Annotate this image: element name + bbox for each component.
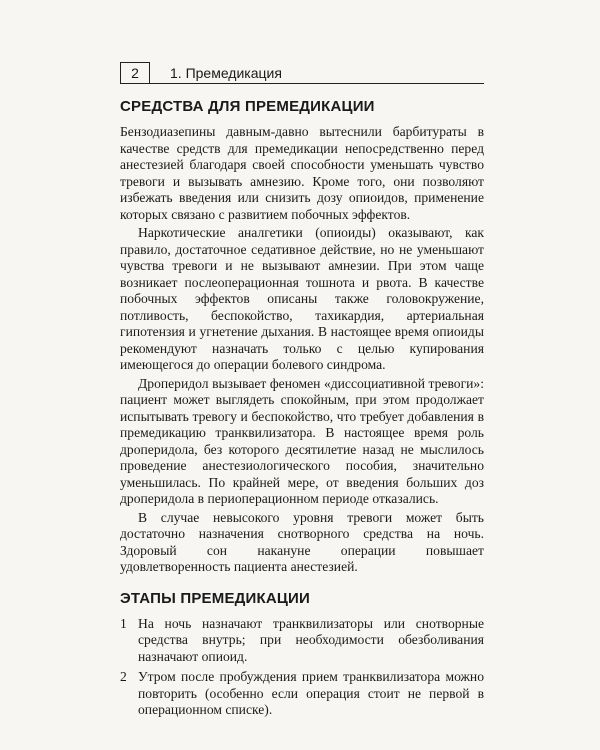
section-title-premedication-agents: СРЕДСТВА ДЛЯ ПРЕМЕДИКАЦИИ xyxy=(120,98,375,115)
running-title: 1. Премедикация xyxy=(170,65,282,81)
stages-list xyxy=(120,616,484,719)
list-item-text: Утром после пробуждения прием транквилизатора можно повторить (особенно если операция стоит не первой в операционном списке). xyxy=(138,669,484,717)
paragraph-droperidol: Дроперидол вызывает феномен «диссоциативной тревоги»: пациент может выглядеть спокойным, при этом продолжает испытывать тревогу и беспокойство, что требует добавления в премедикацию транквилизатора. В настоящее время роль дроперидола, без которого десятилетие назад не мыслилось проведение анестезиологического пособия, значительно уменьшилась. По крайней мере, от введения больших доз дроперидола в периоперационном периоде отказались. xyxy=(120,375,484,506)
list-item-number: 2 xyxy=(120,669,127,684)
list-item-number: 1 xyxy=(120,615,127,631)
section-title-premedication-stages: ЭТАПЫ ПРЕМЕДИКАЦИИ xyxy=(120,589,311,607)
list-item xyxy=(120,616,484,666)
paragraph-hypnotics: В случае невысокого уровня тревоги может быть достаточно назначения снотворного средства на ночь. Здоровый сон накануне операции повышает удовлетворенность пациента анестезией. xyxy=(120,509,484,574)
paragraph-opioids: Наркотические аналгетики (опиоиды) оказывают, как правило, достаточное седативное действие, но не уменьшают чувства тревоги и не вызывают амнезии. При этом чаще возникает послеоперационная тошнота и рвота. В качестве побочных эффектов описаны также головокружение, потливость, беспокойство, тахикардия, артериальная гипотензия и угнетение дыхания. В настоящее время опиоиды рекомендуют назначать только с целью купирования имеющегося до операции болевого синдрома. xyxy=(120,225,484,372)
page-header xyxy=(120,62,484,84)
list-item xyxy=(120,669,484,719)
list-item-text: На ночь назначают транквилизаторы или снотворные средства внутрь; при необходимости обезболивания назначают опиоид. xyxy=(138,615,484,664)
paragraph-benzodiazepines: Бензодиазепины давным-давно вытеснили барбитураты в качестве средств для премедикации непосредственно перед анестезией благодаря своей способности уменьшать чувство тревоги и вызывать амнезию. Кроме того, они позволяют избежать введения или снизить дозу опиоидов, применение которых связано с развитием побочных эффектов. xyxy=(120,124,484,222)
page-number: 2 xyxy=(120,62,150,84)
header-rule xyxy=(150,83,484,84)
page-content xyxy=(120,98,484,723)
